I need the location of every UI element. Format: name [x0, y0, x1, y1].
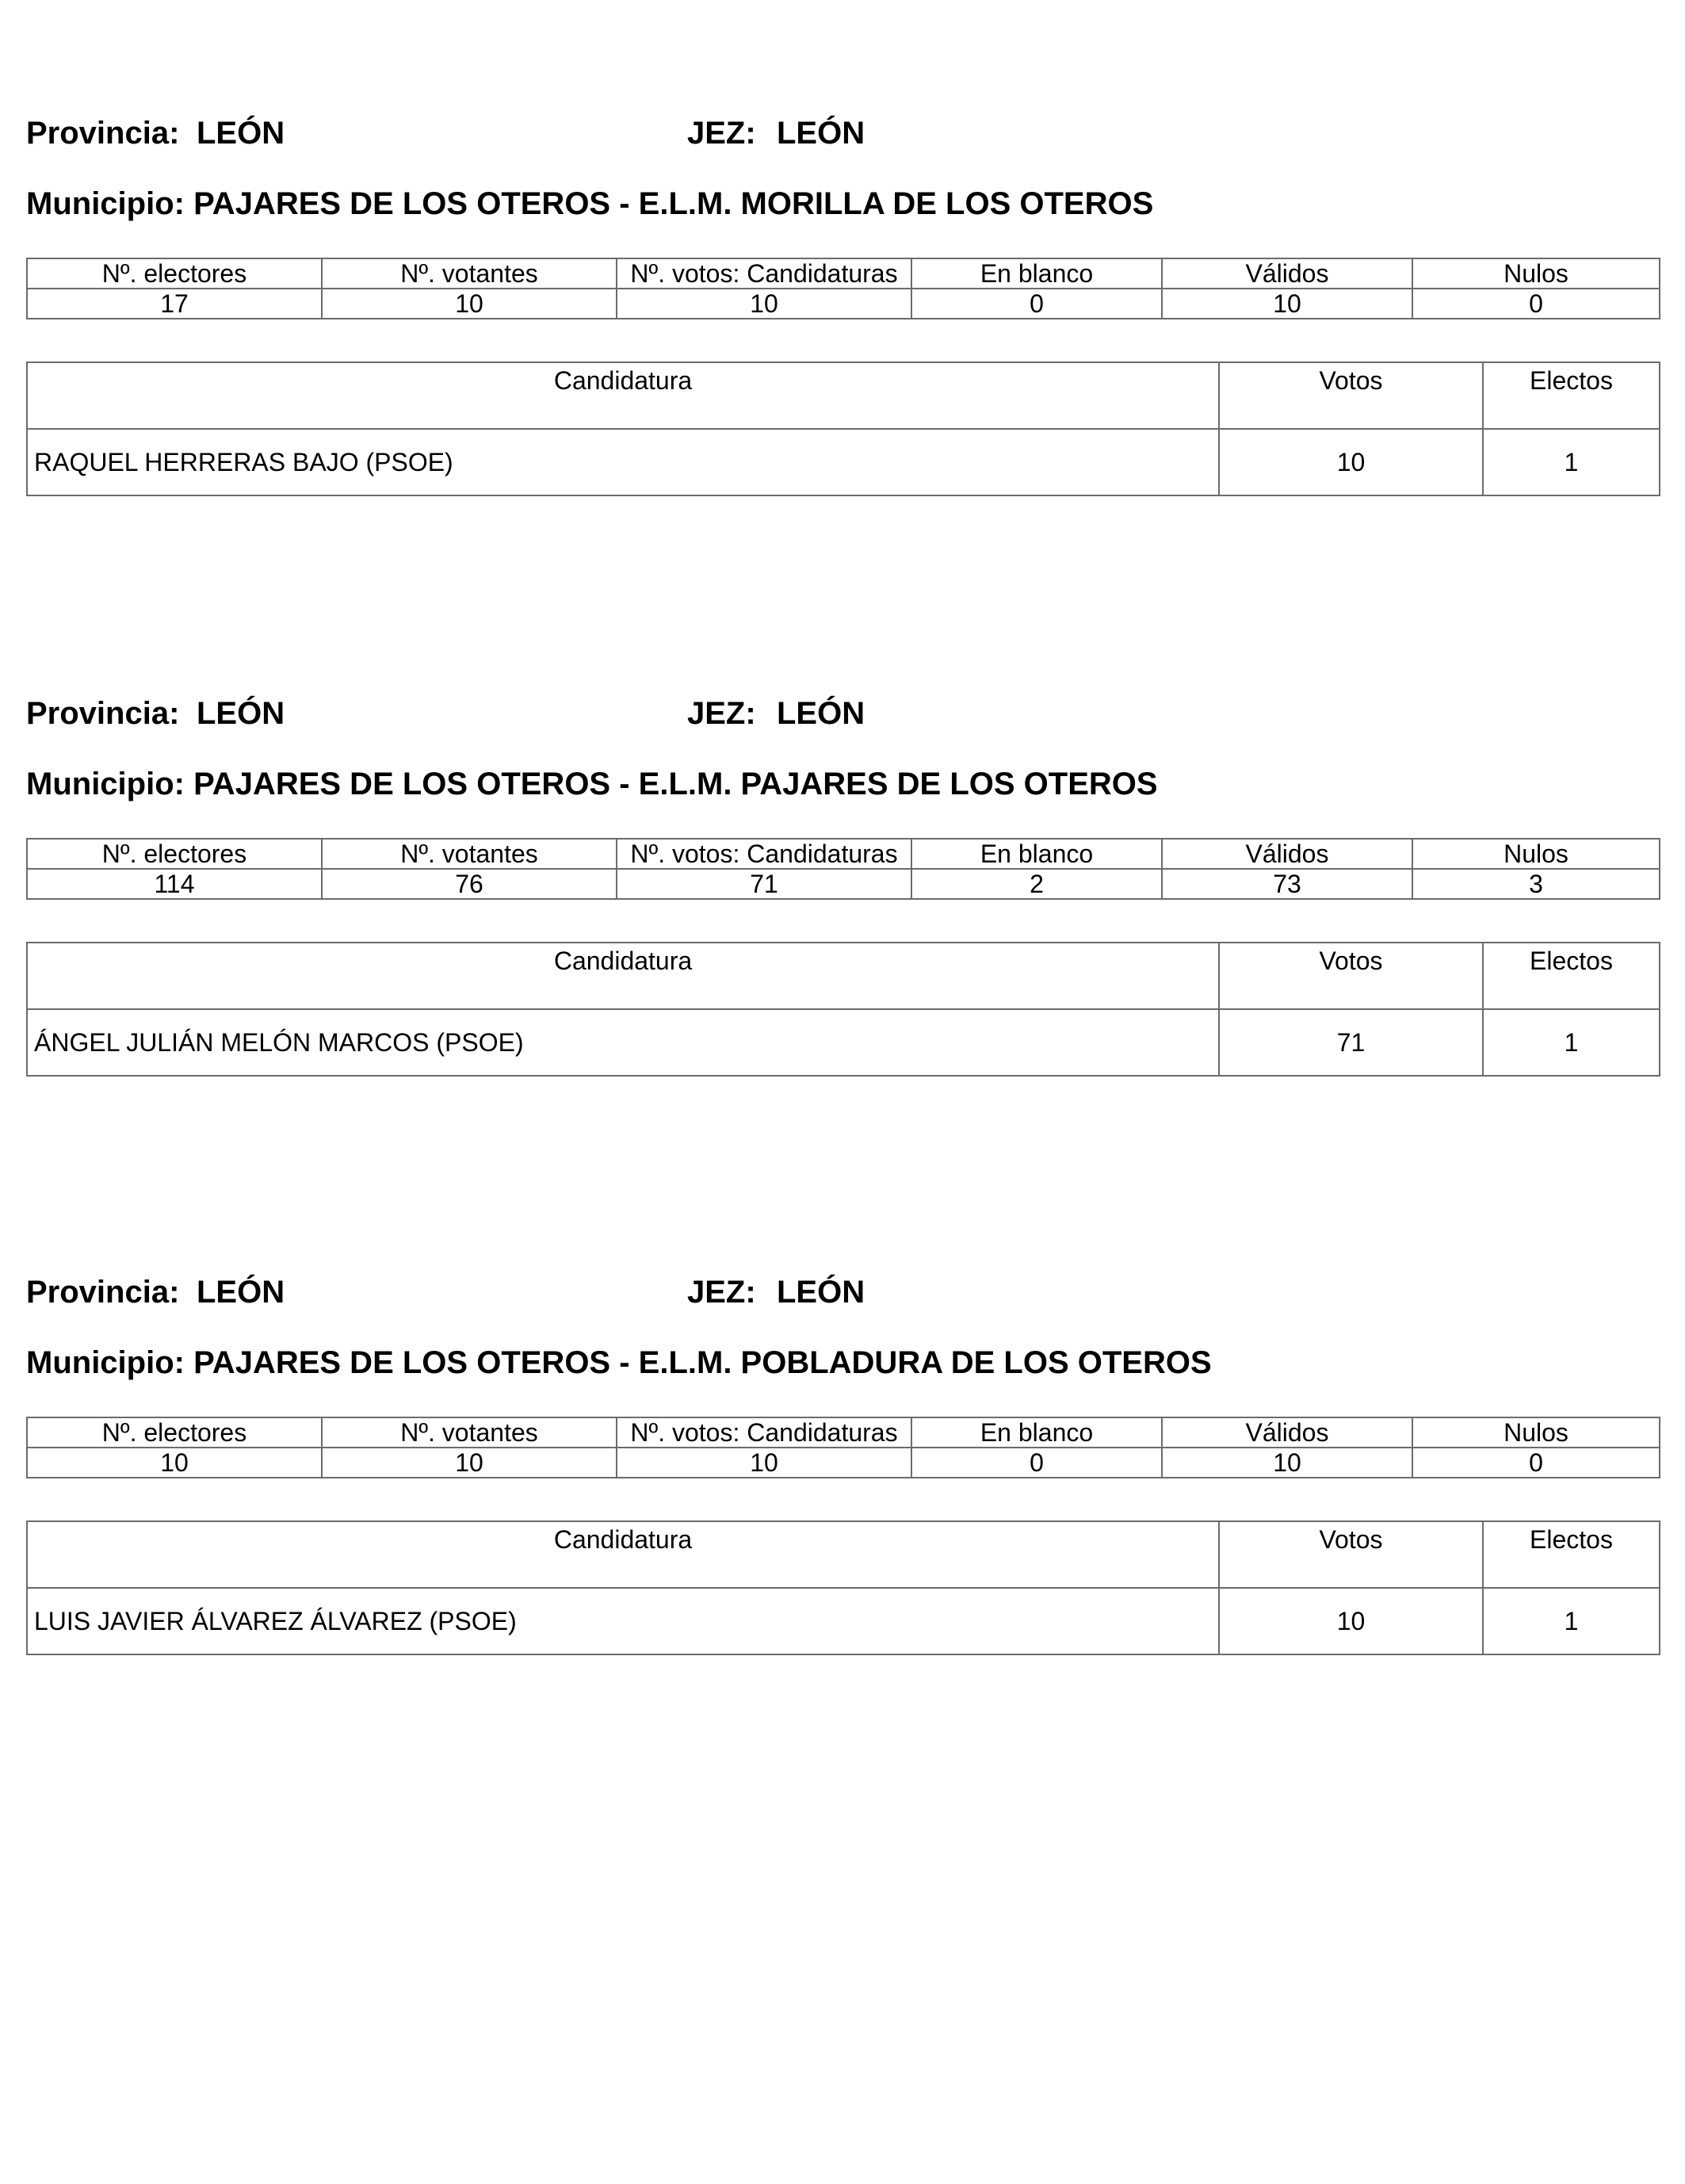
municipio-label: Municipio: [26, 186, 185, 221]
value-votos-candidaturas: 10 [617, 1448, 911, 1478]
value-nulos: 0 [1412, 289, 1660, 319]
provincia-value: LEÓN [197, 1275, 285, 1310]
value-en-blanco: 0 [911, 1448, 1162, 1478]
header-votos-candidaturas: Nº. votos: Candidaturas [617, 839, 911, 869]
value-en-blanco: 0 [911, 289, 1162, 319]
candidates-table [26, 942, 1660, 1077]
header-votos: Votos [1219, 362, 1483, 429]
header-electos: Electos [1483, 1521, 1660, 1588]
header-votantes: Nº. votantes [322, 1417, 617, 1448]
municipio-label: Municipio: [26, 1345, 185, 1380]
results-section-2 [26, 691, 1659, 1135]
candidates-table [26, 1520, 1660, 1655]
candidate-votos: 10 [1219, 1588, 1483, 1654]
municipio-label: Municipio: [26, 767, 185, 801]
municipio-line [26, 186, 1153, 222]
provincia-label: Provincia: [26, 696, 180, 731]
results-section-3 [26, 1270, 1659, 1714]
value-validos: 10 [1162, 1448, 1412, 1478]
summary-value-row [27, 289, 1660, 319]
summary-header-row [27, 258, 1660, 289]
header-electores: Nº. electores [27, 839, 322, 869]
header-votos: Votos [1219, 1521, 1483, 1588]
jez-label: JEZ: [687, 696, 756, 731]
value-validos: 10 [1162, 289, 1412, 319]
candidate-row [27, 1588, 1660, 1654]
candidate-name: LUIS JAVIER ÁLVAREZ ÁLVAREZ (PSOE) [27, 1588, 1219, 1654]
provincia-label: Provincia: [26, 116, 180, 151]
summary-table [26, 1417, 1660, 1478]
header-candidatura: Candidatura [27, 943, 1219, 1009]
header-votantes: Nº. votantes [322, 839, 617, 869]
section-header [26, 1270, 1659, 1318]
header-validos: Válidos [1162, 258, 1412, 289]
value-nulos: 0 [1412, 1448, 1660, 1478]
header-votos: Votos [1219, 943, 1483, 1009]
header-votantes: Nº. votantes [322, 258, 617, 289]
value-votantes: 10 [322, 289, 617, 319]
candidates-table [26, 361, 1660, 496]
header-electos: Electos [1483, 362, 1660, 429]
header-candidatura: Candidatura [27, 1521, 1219, 1588]
candidates-header-row [27, 362, 1660, 429]
section-header [26, 691, 1659, 739]
results-section-1 [26, 111, 1659, 555]
section-header [26, 111, 1659, 159]
header-votos-candidaturas: Nº. votos: Candidaturas [617, 258, 911, 289]
candidate-name: ÁNGEL JULIÁN MELÓN MARCOS (PSOE) [27, 1009, 1219, 1076]
summary-table [26, 258, 1660, 319]
header-validos: Válidos [1162, 1417, 1412, 1448]
header-en-blanco: En blanco [911, 1417, 1162, 1448]
jez-value: LEÓN [777, 116, 865, 151]
value-electores: 114 [27, 869, 322, 899]
jez-value: LEÓN [777, 696, 865, 731]
jez-label: JEZ: [687, 1275, 756, 1310]
header-nulos: Nulos [1412, 839, 1660, 869]
value-nulos: 3 [1412, 869, 1660, 899]
jez-label: JEZ: [687, 116, 756, 151]
candidate-electos: 1 [1483, 1588, 1660, 1654]
value-votantes: 10 [322, 1448, 617, 1478]
value-votos-candidaturas: 71 [617, 869, 911, 899]
candidates-header-row [27, 943, 1660, 1009]
header-electos: Electos [1483, 943, 1660, 1009]
candidate-row [27, 429, 1660, 495]
municipio-value: PAJARES DE LOS OTEROS - E.L.M. POBLADURA DE LOS OTEROS [193, 1345, 1212, 1380]
header-electores: Nº. electores [27, 1417, 322, 1448]
value-electores: 10 [27, 1448, 322, 1478]
candidate-votos: 10 [1219, 429, 1483, 495]
header-candidatura: Candidatura [27, 362, 1219, 429]
value-en-blanco: 2 [911, 869, 1162, 899]
value-electores: 17 [27, 289, 322, 319]
candidate-name: RAQUEL HERRERAS BAJO (PSOE) [27, 429, 1219, 495]
jez-value: LEÓN [777, 1275, 865, 1310]
municipio-line [26, 1345, 1212, 1381]
municipio-value: PAJARES DE LOS OTEROS - E.L.M. PAJARES DE LOS OTEROS [193, 767, 1158, 801]
candidate-votos: 71 [1219, 1009, 1483, 1076]
header-validos: Válidos [1162, 839, 1412, 869]
header-electores: Nº. electores [27, 258, 322, 289]
summary-header-row [27, 1417, 1660, 1448]
summary-table [26, 838, 1660, 900]
value-votantes: 76 [322, 869, 617, 899]
summary-value-row [27, 1448, 1660, 1478]
municipio-value: PAJARES DE LOS OTEROS - E.L.M. MORILLA DE LOS OTEROS [193, 186, 1154, 221]
header-en-blanco: En blanco [911, 258, 1162, 289]
provincia-label: Provincia: [26, 1275, 180, 1310]
header-nulos: Nulos [1412, 1417, 1660, 1448]
candidate-electos: 1 [1483, 429, 1660, 495]
candidate-row [27, 1009, 1660, 1076]
provincia-value: LEÓN [197, 696, 285, 731]
summary-value-row [27, 869, 1660, 899]
value-validos: 73 [1162, 869, 1412, 899]
summary-header-row [27, 839, 1660, 869]
candidate-electos: 1 [1483, 1009, 1660, 1076]
header-nulos: Nulos [1412, 258, 1660, 289]
header-votos-candidaturas: Nº. votos: Candidaturas [617, 1417, 911, 1448]
municipio-line [26, 767, 1158, 802]
header-en-blanco: En blanco [911, 839, 1162, 869]
provincia-value: LEÓN [197, 116, 285, 151]
candidates-header-row [27, 1521, 1660, 1588]
value-votos-candidaturas: 10 [617, 289, 911, 319]
